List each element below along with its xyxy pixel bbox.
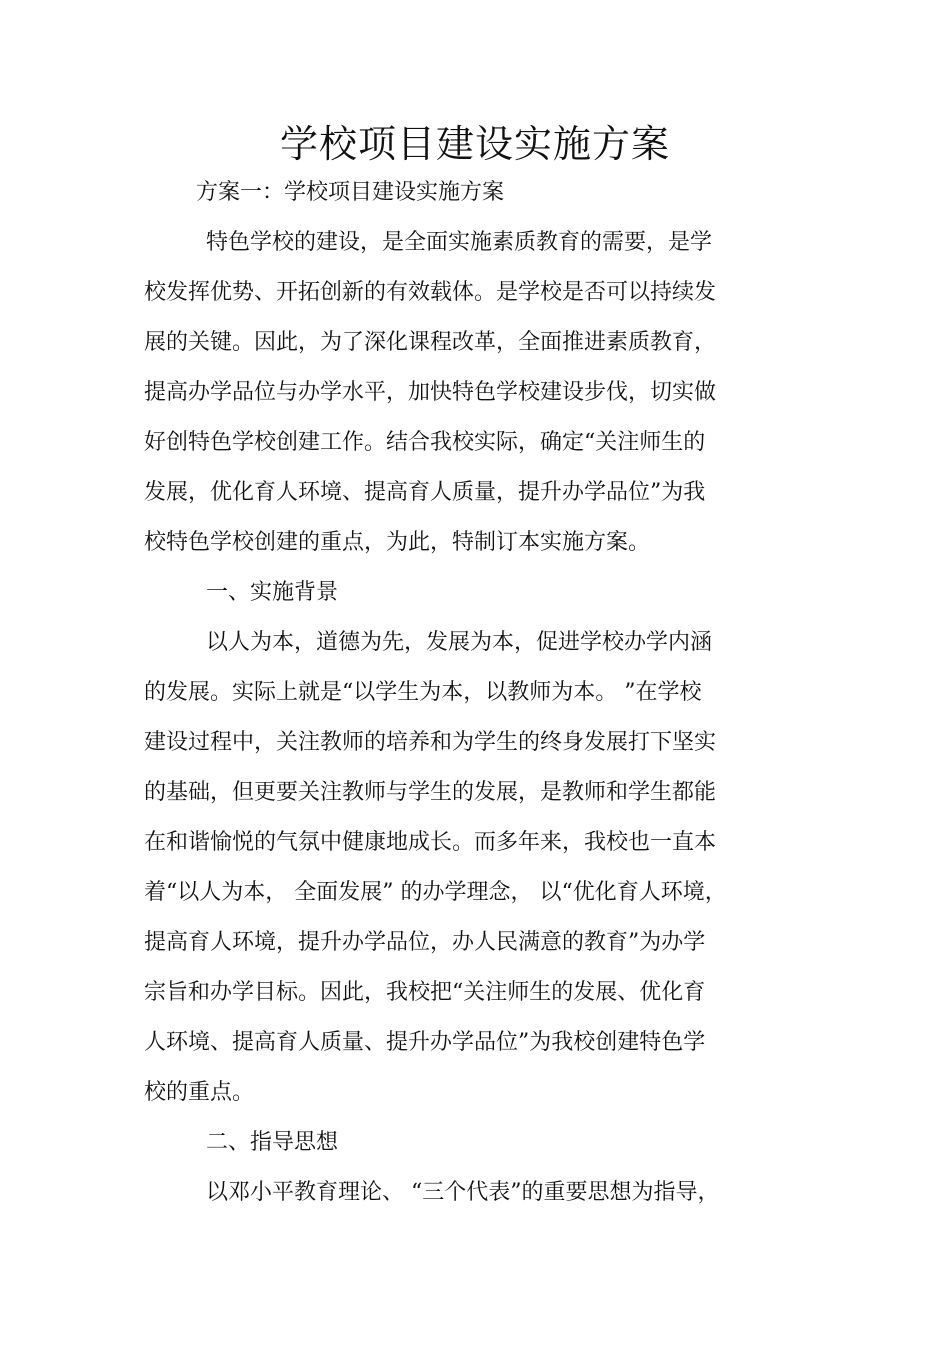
- paragraph-line: 在和谐愉悦的气氛中健康地成长。而多年来，我校也一直本: [144, 830, 717, 855]
- paragraph-line: 展的关键。因此，为了深化课程改革，全面推进素质教育，: [144, 330, 717, 355]
- section-heading-background: 一、实施背景: [206, 580, 339, 605]
- paragraph-line: 的发展。实际上就是“以学生为本，以教师为本。 ”在学校: [144, 680, 702, 705]
- document-subtitle: 方案一：学校项目建设实施方案: [196, 180, 505, 205]
- paragraph-line: 提高办学品位与办学水平，加快特色学校建设步伐，切实做: [144, 380, 717, 405]
- document-title: 学校项目建设实施方案: [279, 122, 670, 166]
- paragraph-line: 以人为本，道德为先，发展为本，促进学校办学内涵: [206, 630, 713, 655]
- paragraph-line: 特色学校的建设，是全面实施素质教育的需要，是学: [206, 230, 713, 255]
- paragraph-line: 发展，优化育人环境、提高育人质量，提升办学品位”为我: [144, 480, 706, 505]
- paragraph-line: 的基础，但更要关注教师与学生的发展，是教师和学生都能: [144, 780, 717, 805]
- paragraph-line: 提高育人环境，提升办学品位，办人民满意的教育”为办学: [144, 930, 706, 955]
- paragraph-line: 校发挥优势、开拓创新的有效载体。是学校是否可以持续发: [144, 280, 717, 305]
- section-heading-guiding-ideology: 二、指导思想: [206, 1130, 339, 1155]
- paragraph-line: 宗旨和办学目标。因此，我校把“关注师生的发展、优化育: [144, 980, 706, 1005]
- paragraph-line: 建设过程中，关注教师的培养和为学生的终身发展打下坚实: [144, 730, 717, 755]
- paragraph-line: 好创特色学校创建工作。结合我校实际，确定“关注师生的: [144, 430, 706, 455]
- paragraph-line: 校特色学校创建的重点，为此，特制订本实施方案。: [144, 530, 651, 555]
- paragraph-line: 人环境、提高育人质量、提升办学品位”为我校创建特色学: [144, 1030, 706, 1055]
- paragraph-line: 着“以人为本， 全面发展” 的办学理念， 以“优化育人环境，: [144, 880, 727, 905]
- paragraph-line: 校的重点。: [144, 1080, 255, 1105]
- paragraph-line: 以邓小平教育理论、 “三个代表”的重要思想为指导，: [206, 1180, 720, 1205]
